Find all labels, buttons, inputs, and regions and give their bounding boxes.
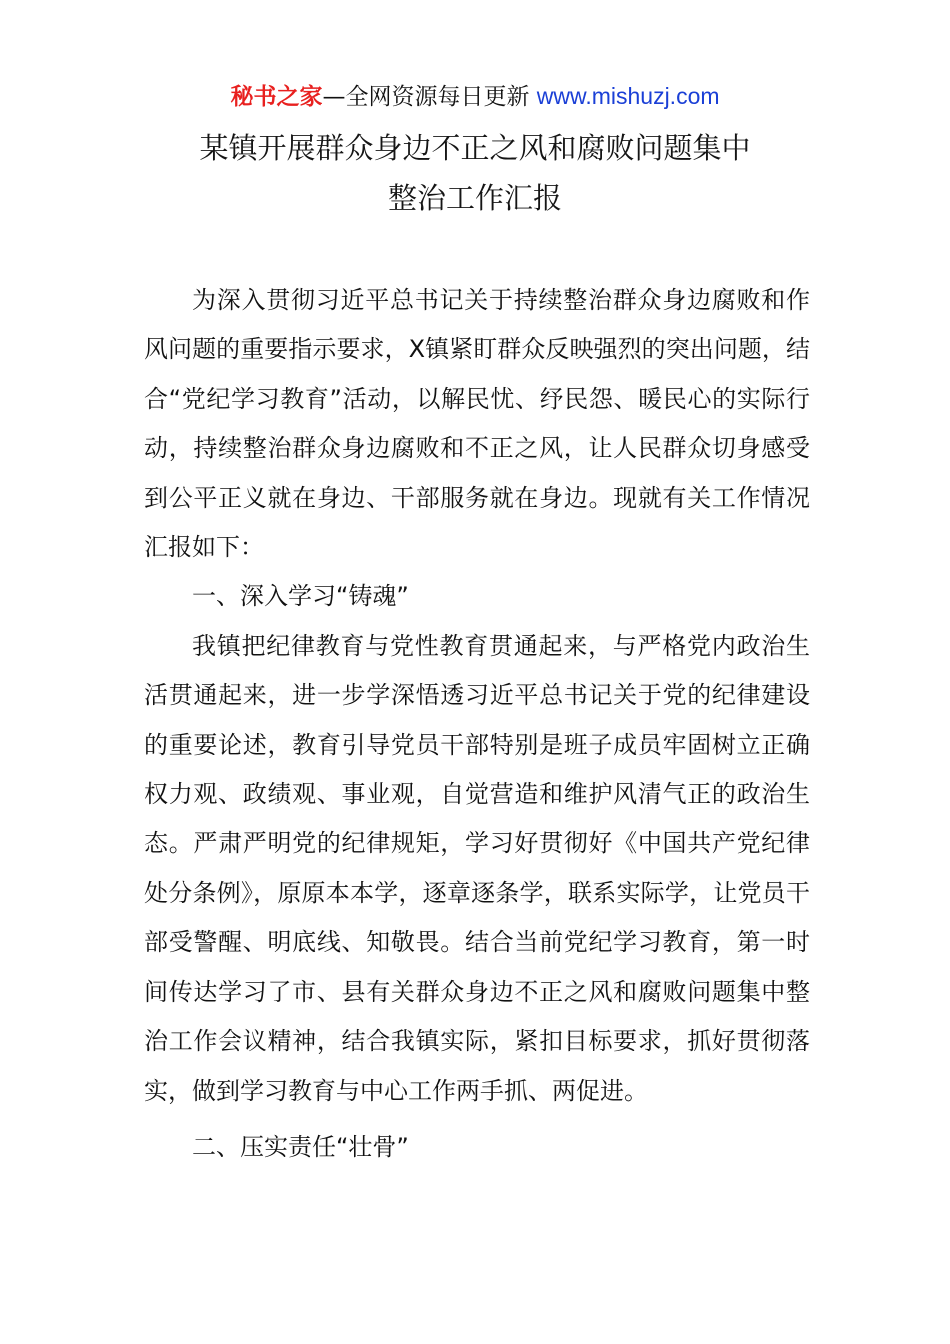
section-heading-2: 二、压实责任“壮骨”	[192, 1132, 409, 1161]
section-1-paragraph: 我镇把纪律教育与党性教育贯通起来，与严格党内政治生活贯通起来，进一步学深悟透习近平总书记关于党的纪律建设的重要论述，教育引导党员干部特别是班子成员牢固树立正确权力观、政绩观、事业观，自觉营造和维护风清气正的政治生态。严肃严明党的纪律规矩，学习好贯彻好《中国共产党纪律处分条例》，原原本本学，逐章逐条学，联系实际学，让党员干部受警醒、明底线、知敬畏。结合当前党纪学习教育，第一时间传达学习了市、县有关群众身边不正之风和腐败问题集中整治工作会议精神，结合我镇实际，紧扣目标要求，抓好贯彻落实，做到学习教育与中心工作两手抓、两促进。	[144, 631, 810, 1105]
brand-name: 秘书之家	[230, 84, 323, 110]
document-title-line-1: 某镇开展群众身边不正之风和腐败问题集中	[199, 131, 751, 165]
intro-paragraph: 为深入贯彻习近平总书记关于持续整治群众身边腐败和作风问题的重要指示要求，X镇紧盯群众反映强烈的突出问题，结合“党纪学习教育”活动，以解民忧、纾民怨、暖民心的实际行动，持续整治群众身边腐败和不正之风，让人民群众切身感受到公平正义就在身边、干部服务就在身边。现就有关工作情况汇报如下：	[144, 286, 810, 562]
site-banner	[0, 80, 950, 113]
site-url[interactable]: www.mishuzj.com	[536, 83, 720, 109]
banner-tagline: —全网资源每日更新	[322, 84, 537, 110]
document-body	[144, 276, 810, 1172]
section-heading-1: 一、深入学习“铸魂”	[192, 582, 409, 611]
document-title-line-2: 整治工作汇报	[387, 181, 562, 215]
